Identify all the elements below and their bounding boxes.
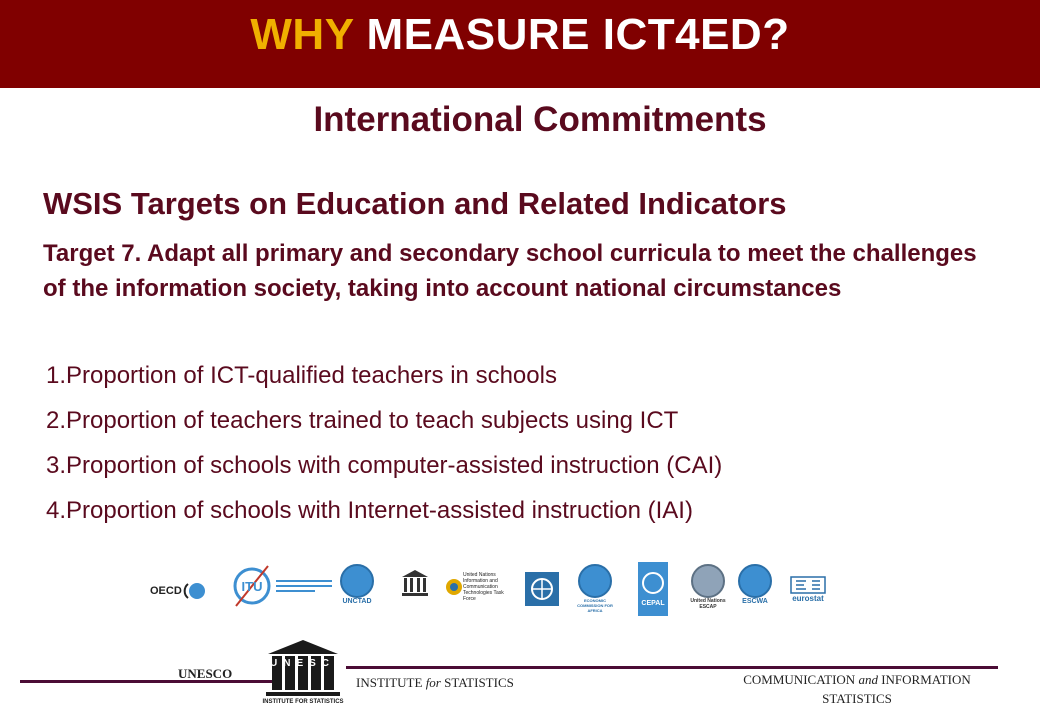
unesco-temple-logo: [400, 568, 430, 598]
unctad-logo-text: UNCTAD: [342, 598, 372, 605]
un-emblem-icon: [738, 564, 772, 598]
cepal-logo-text: CEPAL: [641, 599, 665, 607]
escap-logo: [685, 564, 731, 610]
indicator-item: 4.Proportion of schools with Internet-assisted instruction (IAI): [46, 497, 693, 524]
indicator-list: [46, 360, 722, 540]
partner-logos: [150, 560, 840, 622]
itu-icon: [230, 562, 274, 610]
footer-cis: COMMUNICATION and INFORMATION STATISTICS: [743, 672, 971, 706]
slide-subtitle: International Commitments: [313, 100, 767, 139]
title-bar: [0, 0, 1040, 88]
footer-rule-right: [346, 666, 998, 669]
un-emblem-icon: [578, 564, 612, 598]
svg-text:ITU: ITU: [241, 579, 263, 594]
escwa-logo: [738, 564, 772, 606]
escwa-logo-text: ESCWA: [742, 598, 768, 605]
unctad-logo: [340, 564, 374, 606]
uis-logo-caption: INSTITUTE FOR STATISTICS: [262, 699, 344, 705]
target-text: Target 7. Adapt all primary and secondary school curricula to meet the challenges of the information society, taking into account national circumstances: [43, 240, 977, 302]
un-emblem-icon: [691, 564, 725, 598]
uis-logo: [262, 638, 349, 712]
ict-task-force-logo: [445, 572, 511, 602]
cepal-logo: [638, 562, 668, 616]
oecd-logo: [150, 580, 208, 602]
footer-rule-left: [20, 680, 272, 683]
un-emblem-icon: [340, 564, 374, 598]
oecd-icon: [182, 580, 208, 602]
eurostat-logo: [790, 576, 826, 603]
slide-title: [0, 10, 1040, 60]
ict-task-force-text: United Nations Information and Communication Technologies Task Force: [463, 572, 504, 602]
eurostat-icon: [790, 576, 826, 594]
title-rest: MEASURE ICT4ED?: [353, 10, 790, 59]
indicator-item: 3.Proportion of schools with computer-assisted instruction (CAI): [46, 452, 723, 479]
eca-logo-text: ECONOMIC COMMISSION FOR AFRICA: [577, 598, 613, 613]
eca-logo: [575, 564, 615, 613]
footer-uis: INSTITUTE for STATISTICS: [356, 675, 514, 690]
section-title: WSIS Targets on Education and Related Indicators: [43, 186, 787, 221]
temple-icon: [400, 568, 430, 598]
uis-logo-word: UNESCO: [270, 658, 349, 669]
indicator-item: 1.Proportion of ICT-qualified teachers in schools: [46, 362, 557, 389]
indicator-item: 2.Proportion of teachers trained to teach subjects using ICT: [46, 407, 679, 434]
escap-logo-text: United Nations ESCAP: [690, 598, 726, 610]
world-bank-logo: [525, 572, 559, 606]
title-accent: WHY: [250, 10, 354, 59]
oecd-logo-text: OECD: [150, 585, 182, 597]
un-emblem-icon: [642, 572, 664, 594]
ict-task-force-icon: [445, 572, 463, 602]
eurostat-logo-text: eurostat: [792, 594, 824, 603]
globe-icon: [529, 576, 555, 602]
itu-logo: [230, 562, 332, 610]
footer-unesco: UNESCO: [178, 666, 233, 681]
